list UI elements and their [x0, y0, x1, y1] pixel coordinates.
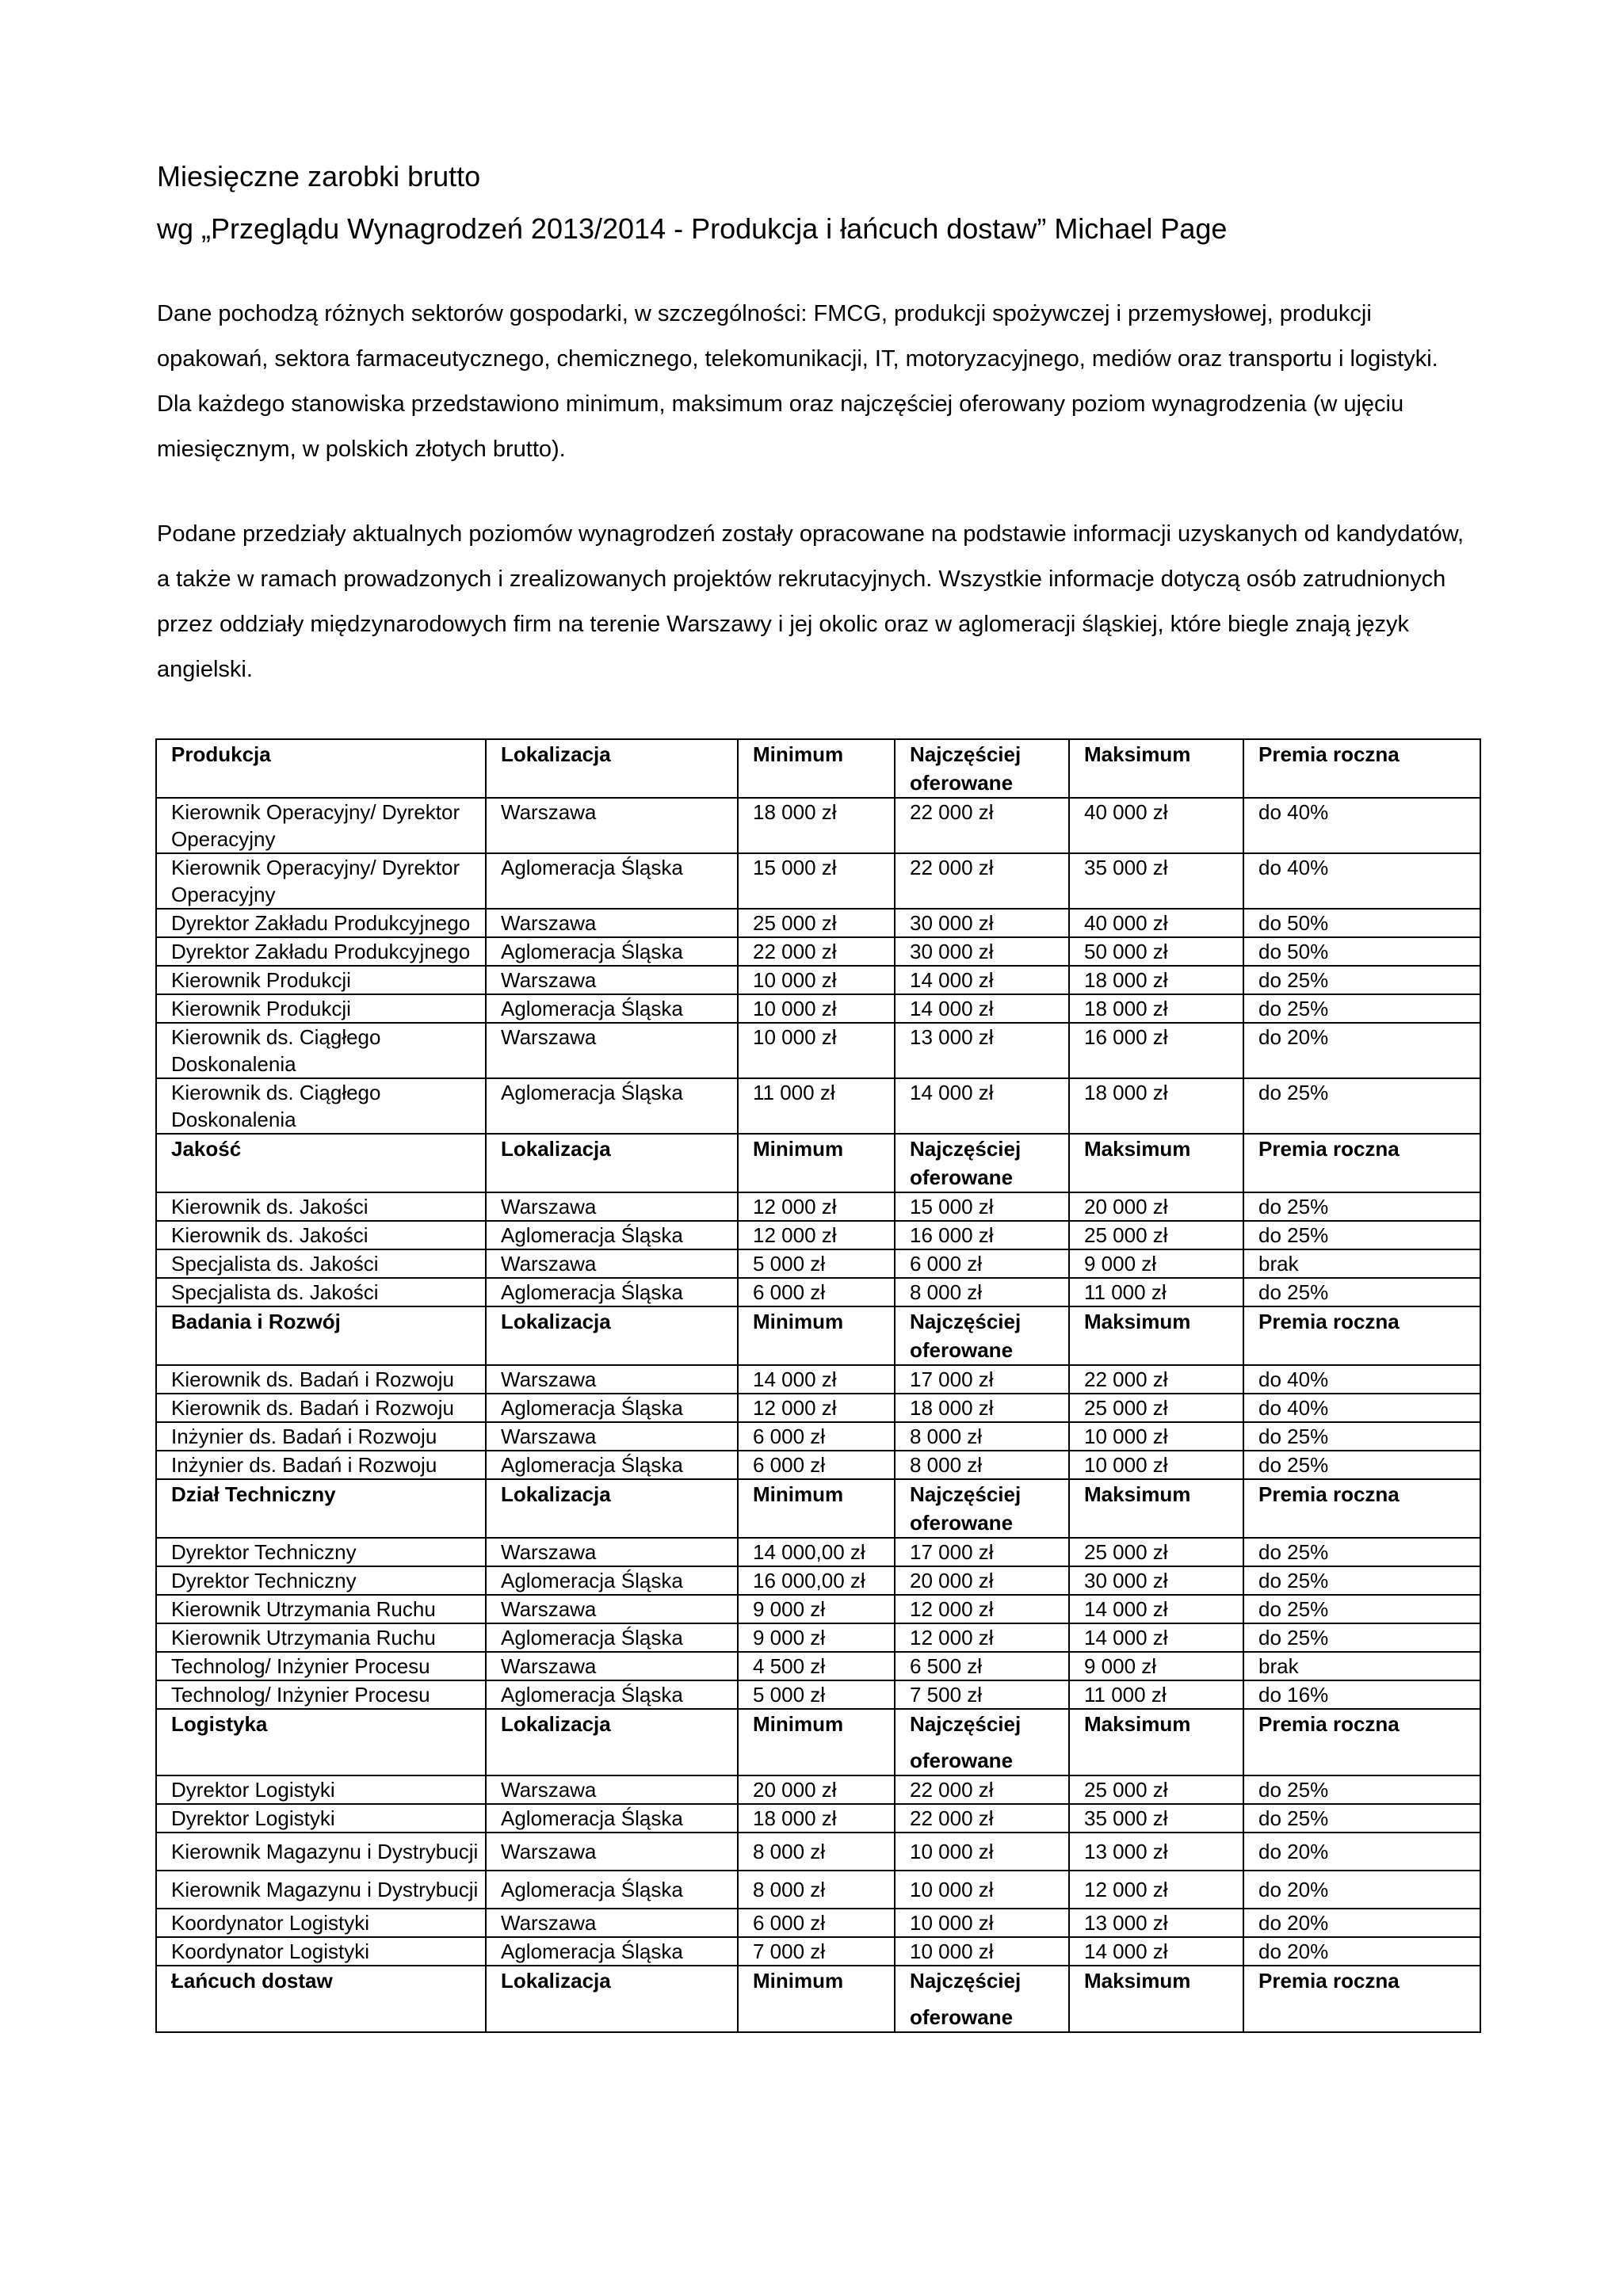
cell-maximum: 9 000 zł: [1069, 1249, 1243, 1278]
cell-position: Kierownik ds. Badań i Rozwoju: [156, 1365, 486, 1394]
cell-location: Warszawa: [486, 1833, 738, 1871]
cell-maximum: 50 000 zł: [1069, 937, 1243, 966]
cell-minimum: 14 000 zł: [738, 1365, 895, 1394]
cell-minimum: 4 500 zł: [738, 1652, 895, 1680]
cell-location: Warszawa: [486, 798, 738, 853]
cell-most-offered: 10 000 zł: [895, 1909, 1069, 1937]
cell-minimum: 5 000 zł: [738, 1680, 895, 1709]
cell-annual-bonus: do 25%: [1243, 1566, 1480, 1595]
cell-annual-bonus: brak: [1243, 1652, 1480, 1680]
cell-most-offered: 17 000 zł: [895, 1538, 1069, 1566]
table-row: [156, 1804, 1480, 1833]
cell-maximum: 11 000 zł: [1069, 1680, 1243, 1709]
header-cell-location: Lokalizacja: [486, 1966, 738, 2032]
intro-paragraph-2: Podane przedziały aktualnych poziomów wynagrodzeń zostały opracowane na podstawie informacji uzyskanych od kandydatów, a także w ramach prowadzonych i zrealizowanych projektów rekrutacyjnych. Wszystkie informacje dotyczą osób zatrudnionych przez oddziały międzynarodowych firm na terenie Warszawy i jej okolic oraz w aglomeracji śląskiej, które biegle znają język angielski.: [157, 521, 1465, 682]
cell-maximum: 9 000 zł: [1069, 1652, 1243, 1680]
cell-minimum: 7 000 zł: [738, 1937, 895, 1966]
cell-annual-bonus: do 40%: [1243, 1365, 1480, 1394]
header-cell-minimum: Minimum: [738, 1709, 895, 1775]
table-row: [156, 994, 1480, 1023]
header-cell-position: Produkcja: [156, 739, 486, 798]
cell-maximum: 11 000 zł: [1069, 1278, 1243, 1306]
cell-minimum: 10 000 zł: [738, 994, 895, 1023]
cell-location: Warszawa: [486, 1249, 738, 1278]
cell-most-offered: 13 000 zł: [895, 1023, 1069, 1078]
header-cell-line: oferowane: [910, 1749, 1014, 1772]
cell-most-offered: 20 000 zł: [895, 1566, 1069, 1595]
cell-annual-bonus: do 20%: [1243, 1833, 1480, 1871]
cell-most-offered: 6 000 zł: [895, 1249, 1069, 1278]
cell-maximum: 25 000 zł: [1069, 1394, 1243, 1422]
header-cell-location: Lokalizacja: [486, 739, 738, 798]
cell-position: Dyrektor Zakładu Produkcyjnego: [156, 909, 486, 937]
cell-maximum: 25 000 zł: [1069, 1221, 1243, 1249]
header-cell-annual-bonus: Premia roczna: [1243, 1306, 1480, 1365]
header-cell-location: Lokalizacja: [486, 1479, 738, 1538]
table-row: [156, 1680, 1480, 1709]
section-header-row: [156, 1709, 1480, 1775]
cell-position: Specjalista ds. Jakości: [156, 1278, 486, 1306]
cell-most-offered: 30 000 zł: [895, 909, 1069, 937]
header-cell-annual-bonus: Premia roczna: [1243, 1709, 1480, 1775]
header-cell-line: Najczęściej: [910, 1310, 1022, 1333]
cell-annual-bonus: do 40%: [1243, 1394, 1480, 1422]
cell-annual-bonus: do 25%: [1243, 1078, 1480, 1134]
cell-maximum: 16 000 zł: [1069, 1023, 1243, 1078]
table-row: [156, 1566, 1480, 1595]
cell-minimum: 6 000 zł: [738, 1451, 895, 1479]
cell-minimum: 14 000,00 zł: [738, 1538, 895, 1566]
cell-annual-bonus: do 40%: [1243, 853, 1480, 909]
cell-minimum: 6 000 zł: [738, 1422, 895, 1451]
cell-annual-bonus: do 16%: [1243, 1680, 1480, 1709]
cell-position: Technolog/ Inżynier Procesu: [156, 1652, 486, 1680]
cell-position: Kierownik ds. Ciągłego Doskonalenia: [156, 1023, 486, 1078]
cell-location: Aglomeracja Śląska: [486, 853, 738, 909]
header-cell-minimum: Minimum: [738, 1966, 895, 2032]
cell-maximum: 12 000 zł: [1069, 1871, 1243, 1909]
cell-most-offered: 10 000 zł: [895, 1833, 1069, 1871]
cell-location: Aglomeracja Śląska: [486, 1680, 738, 1709]
cell-minimum: 12 000 zł: [738, 1221, 895, 1249]
cell-position: Kierownik Produkcji: [156, 966, 486, 994]
header-cell-location: Lokalizacja: [486, 1709, 738, 1775]
cell-minimum: 18 000 zł: [738, 798, 895, 853]
cell-maximum: 40 000 zł: [1069, 909, 1243, 937]
cell-minimum: 6 000 zł: [738, 1278, 895, 1306]
cell-annual-bonus: do 25%: [1243, 1192, 1480, 1221]
cell-annual-bonus: do 20%: [1243, 1937, 1480, 1966]
cell-annual-bonus: do 20%: [1243, 1871, 1480, 1909]
cell-maximum: 40 000 zł: [1069, 798, 1243, 853]
cell-maximum: 14 000 zł: [1069, 1623, 1243, 1652]
table-row: [156, 1394, 1480, 1422]
cell-location: Warszawa: [486, 1538, 738, 1566]
cell-position: Kierownik Magazynu i Dystrybucji: [156, 1871, 486, 1909]
cell-most-offered: 17 000 zł: [895, 1365, 1069, 1394]
header-cell-maximum: Maksimum: [1069, 1134, 1243, 1192]
header-cell-line: Najczęściej: [910, 1969, 1022, 1993]
cell-annual-bonus: do 25%: [1243, 1775, 1480, 1804]
cell-position: Technolog/ Inżynier Procesu: [156, 1680, 486, 1709]
section-header-row: [156, 739, 1480, 798]
document-title-line-1: Miesięczne zarobki brutto: [157, 160, 481, 193]
intro-paragraph-1: Dane pochodzą różnych sektorów gospodarki, w szczególności: FMCG, produkcji spożywczej i przemysłowej, produkcji opakowań, sektora farmaceutycznego, chemicznego, telekomunikacji, IT, motoryzacyjnego, mediów oraz transportu i logistyki. Dla każdego stanowiska przedstawiono minimum, maksimum oraz najczęściej oferowany poziom wynagrodzenia (w ujęciu miesięcznym, w polskich złotych brutto).: [157, 301, 1438, 462]
header-cell-most-offered: [895, 1134, 1069, 1192]
header-cell-maximum: Maksimum: [1069, 1479, 1243, 1538]
cell-most-offered: 7 500 zł: [895, 1680, 1069, 1709]
header-cell-minimum: Minimum: [738, 1479, 895, 1538]
cell-position: Kierownik ds. Ciągłego Doskonalenia: [156, 1078, 486, 1134]
cell-annual-bonus: do 25%: [1243, 1623, 1480, 1652]
header-cell-position: Logistyka: [156, 1709, 486, 1775]
table-row: [156, 1937, 1480, 1966]
table-row: [156, 1422, 1480, 1451]
header-cell-position: Łańcuch dostaw: [156, 1966, 486, 2032]
header-cell-line: Najczęściej: [910, 1137, 1022, 1161]
table-row: [156, 1249, 1480, 1278]
cell-most-offered: 16 000 zł: [895, 1221, 1069, 1249]
cell-annual-bonus: do 25%: [1243, 1595, 1480, 1623]
cell-maximum: 35 000 zł: [1069, 853, 1243, 909]
header-cell-minimum: Minimum: [738, 739, 895, 798]
cell-position: Dyrektor Techniczny: [156, 1538, 486, 1566]
cell-position: Dyrektor Logistyki: [156, 1775, 486, 1804]
cell-location: Aglomeracja Śląska: [486, 994, 738, 1023]
header-cell-annual-bonus: Premia roczna: [1243, 1134, 1480, 1192]
header-cell-most-offered: [895, 739, 1069, 798]
cell-minimum: 9 000 zł: [738, 1595, 895, 1623]
cell-minimum: 22 000 zł: [738, 937, 895, 966]
cell-most-offered: 30 000 zł: [895, 937, 1069, 966]
header-cell-line: Najczęściej: [910, 1712, 1022, 1736]
section-header-row: [156, 1966, 1480, 2032]
cell-minimum: 9 000 zł: [738, 1623, 895, 1652]
cell-location: Aglomeracja Śląska: [486, 1451, 738, 1479]
header-cell-position: Jakość: [156, 1134, 486, 1192]
cell-most-offered: 12 000 zł: [895, 1595, 1069, 1623]
table-row: [156, 1538, 1480, 1566]
cell-position: Kierownik Operacyjny/ Dyrektor Operacyjny: [156, 853, 486, 909]
cell-most-offered: 22 000 zł: [895, 798, 1069, 853]
cell-position: Kierownik Magazynu i Dystrybucji: [156, 1833, 486, 1871]
cell-location: Warszawa: [486, 1595, 738, 1623]
cell-annual-bonus: do 25%: [1243, 1278, 1480, 1306]
cell-location: Aglomeracja Śląska: [486, 1937, 738, 1966]
header-cell-position: Dział Techniczny: [156, 1479, 486, 1538]
table-row: [156, 1595, 1480, 1623]
cell-maximum: 35 000 zł: [1069, 1804, 1243, 1833]
cell-most-offered: 18 000 zł: [895, 1394, 1069, 1422]
header-cell-maximum: Maksimum: [1069, 739, 1243, 798]
cell-most-offered: 15 000 zł: [895, 1192, 1069, 1221]
cell-location: Aglomeracja Śląska: [486, 1394, 738, 1422]
cell-minimum: 8 000 zł: [738, 1871, 895, 1909]
cell-maximum: 30 000 zł: [1069, 1566, 1243, 1595]
cell-most-offered: 22 000 zł: [895, 853, 1069, 909]
cell-minimum: 18 000 zł: [738, 1804, 895, 1833]
cell-minimum: 10 000 zł: [738, 966, 895, 994]
table-row: [156, 1871, 1480, 1909]
cell-position: Dyrektor Logistyki: [156, 1804, 486, 1833]
cell-annual-bonus: do 25%: [1243, 1804, 1480, 1833]
header-cell-line: oferowane: [910, 1511, 1014, 1535]
table-row: [156, 966, 1480, 994]
header-cell-position: Badania i Rozwój: [156, 1306, 486, 1365]
table-row: [156, 937, 1480, 966]
cell-most-offered: 14 000 zł: [895, 1078, 1069, 1134]
cell-most-offered: 14 000 zł: [895, 994, 1069, 1023]
cell-location: Warszawa: [486, 1775, 738, 1804]
cell-maximum: 22 000 zł: [1069, 1365, 1243, 1394]
header-cell-line: oferowane: [910, 2005, 1014, 2029]
cell-maximum: 18 000 zł: [1069, 994, 1243, 1023]
cell-location: Warszawa: [486, 1365, 738, 1394]
section-header-row: [156, 1306, 1480, 1365]
cell-location: Aglomeracja Śląska: [486, 1871, 738, 1909]
cell-maximum: 14 000 zł: [1069, 1937, 1243, 1966]
cell-position: Kierownik Utrzymania Ruchu: [156, 1595, 486, 1623]
header-cell-most-offered: [895, 1306, 1069, 1365]
cell-annual-bonus: do 25%: [1243, 1451, 1480, 1479]
cell-maximum: 14 000 zł: [1069, 1595, 1243, 1623]
cell-minimum: 16 000,00 zł: [738, 1566, 895, 1595]
section-header-row: [156, 1479, 1480, 1538]
cell-maximum: 13 000 zł: [1069, 1833, 1243, 1871]
cell-annual-bonus: do 20%: [1243, 1023, 1480, 1078]
table-row: [156, 1909, 1480, 1937]
cell-maximum: 13 000 zł: [1069, 1909, 1243, 1937]
cell-position: Inżynier ds. Badań i Rozwoju: [156, 1451, 486, 1479]
cell-position: Kierownik ds. Jakości: [156, 1192, 486, 1221]
cell-maximum: 10 000 zł: [1069, 1422, 1243, 1451]
header-cell-line: oferowane: [910, 1165, 1014, 1189]
cell-minimum: 8 000 zł: [738, 1833, 895, 1871]
cell-annual-bonus: do 40%: [1243, 798, 1480, 853]
header-cell-location: Lokalizacja: [486, 1306, 738, 1365]
header-cell-line: oferowane: [910, 771, 1014, 795]
header-cell-annual-bonus: Premia roczna: [1243, 1966, 1480, 2032]
cell-position: Kierownik Operacyjny/ Dyrektor Operacyjny: [156, 798, 486, 853]
table-row: [156, 909, 1480, 937]
cell-most-offered: 10 000 zł: [895, 1871, 1069, 1909]
cell-position: Inżynier ds. Badań i Rozwoju: [156, 1422, 486, 1451]
header-cell-line: Najczęściej: [910, 742, 1022, 766]
cell-position: Kierownik ds. Jakości: [156, 1221, 486, 1249]
header-cell-maximum: Maksimum: [1069, 1966, 1243, 2032]
cell-location: Warszawa: [486, 1422, 738, 1451]
header-cell-most-offered: [895, 1709, 1069, 1775]
table-row: [156, 1023, 1480, 1078]
header-cell-location: Lokalizacja: [486, 1134, 738, 1192]
cell-minimum: 11 000 zł: [738, 1078, 895, 1134]
intro-text: [157, 292, 1479, 692]
cell-maximum: 20 000 zł: [1069, 1192, 1243, 1221]
cell-location: Aglomeracja Śląska: [486, 1804, 738, 1833]
cell-annual-bonus: do 25%: [1243, 1538, 1480, 1566]
document-page: [157, 151, 1479, 692]
cell-most-offered: 10 000 zł: [895, 1937, 1069, 1966]
document-title-line-2: wg „Przeglądu Wynagrodzeń 2013/2014 - Produkcja i łańcuch dostaw” Michael Page: [157, 212, 1228, 245]
cell-location: Aglomeracja Śląska: [486, 1566, 738, 1595]
cell-maximum: 18 000 zł: [1069, 1078, 1243, 1134]
cell-minimum: 20 000 zł: [738, 1775, 895, 1804]
cell-annual-bonus: do 25%: [1243, 1221, 1480, 1249]
table-row: [156, 1775, 1480, 1804]
header-cell-most-offered: [895, 1479, 1069, 1538]
cell-position: Dyrektor Zakładu Produkcyjnego: [156, 937, 486, 966]
cell-most-offered: 8 000 zł: [895, 1422, 1069, 1451]
cell-annual-bonus: do 25%: [1243, 966, 1480, 994]
cell-most-offered: 8 000 zł: [895, 1451, 1069, 1479]
cell-most-offered: 22 000 zł: [895, 1804, 1069, 1833]
cell-maximum: 25 000 zł: [1069, 1775, 1243, 1804]
cell-location: Warszawa: [486, 1909, 738, 1937]
header-cell-minimum: Minimum: [738, 1134, 895, 1192]
cell-minimum: 12 000 zł: [738, 1192, 895, 1221]
header-cell-minimum: Minimum: [738, 1306, 895, 1365]
table-row: [156, 1078, 1480, 1134]
cell-minimum: 25 000 zł: [738, 909, 895, 937]
cell-annual-bonus: do 50%: [1243, 937, 1480, 966]
header-cell-maximum: Maksimum: [1069, 1306, 1243, 1365]
cell-position: Kierownik ds. Badań i Rozwoju: [156, 1394, 486, 1422]
table-row: [156, 1623, 1480, 1652]
table-row: [156, 1451, 1480, 1479]
table-row: [156, 1278, 1480, 1306]
cell-location: Warszawa: [486, 966, 738, 994]
header-cell-line: Najczęściej: [910, 1482, 1022, 1506]
cell-maximum: 25 000 zł: [1069, 1538, 1243, 1566]
cell-most-offered: 8 000 zł: [895, 1278, 1069, 1306]
cell-annual-bonus: do 20%: [1243, 1909, 1480, 1937]
cell-most-offered: 12 000 zł: [895, 1623, 1069, 1652]
cell-location: Warszawa: [486, 1652, 738, 1680]
header-cell-annual-bonus: Premia roczna: [1243, 1479, 1480, 1538]
cell-location: Warszawa: [486, 1023, 738, 1078]
cell-annual-bonus: do 25%: [1243, 1422, 1480, 1451]
table-row: [156, 1652, 1480, 1680]
cell-location: Aglomeracja Śląska: [486, 1623, 738, 1652]
table-row: [156, 1833, 1480, 1871]
cell-location: Aglomeracja Śląska: [486, 937, 738, 966]
cell-location: Warszawa: [486, 1192, 738, 1221]
cell-minimum: 15 000 zł: [738, 853, 895, 909]
cell-position: Dyrektor Techniczny: [156, 1566, 486, 1595]
cell-annual-bonus: do 50%: [1243, 909, 1480, 937]
cell-location: Aglomeracja Śląska: [486, 1078, 738, 1134]
table-row: [156, 1365, 1480, 1394]
cell-minimum: 5 000 zł: [738, 1249, 895, 1278]
cell-most-offered: 22 000 zł: [895, 1775, 1069, 1804]
salary-table: [155, 738, 1481, 2033]
header-cell-line: oferowane: [910, 1338, 1014, 1362]
cell-minimum: 12 000 zł: [738, 1394, 895, 1422]
cell-minimum: 10 000 zł: [738, 1023, 895, 1078]
cell-annual-bonus: do 25%: [1243, 994, 1480, 1023]
cell-annual-bonus: brak: [1243, 1249, 1480, 1278]
cell-position: Koordynator Logistyki: [156, 1909, 486, 1937]
table-row: [156, 798, 1480, 853]
header-cell-most-offered: [895, 1966, 1069, 2032]
cell-maximum: 10 000 zł: [1069, 1451, 1243, 1479]
cell-minimum: 6 000 zł: [738, 1909, 895, 1937]
table-row: [156, 1192, 1480, 1221]
cell-position: Kierownik Produkcji: [156, 994, 486, 1023]
cell-location: Warszawa: [486, 909, 738, 937]
header-cell-annual-bonus: Premia roczna: [1243, 739, 1480, 798]
cell-position: Koordynator Logistyki: [156, 1937, 486, 1966]
table-row: [156, 853, 1480, 909]
cell-location: Aglomeracja Śląska: [486, 1278, 738, 1306]
cell-most-offered: 6 500 zł: [895, 1652, 1069, 1680]
cell-position: Kierownik Utrzymania Ruchu: [156, 1623, 486, 1652]
section-header-row: [156, 1134, 1480, 1192]
header-cell-maximum: Maksimum: [1069, 1709, 1243, 1775]
salary-table-body: [156, 739, 1480, 2032]
cell-maximum: 18 000 zł: [1069, 966, 1243, 994]
cell-location: Aglomeracja Śląska: [486, 1221, 738, 1249]
table-row: [156, 1221, 1480, 1249]
cell-position: Specjalista ds. Jakości: [156, 1249, 486, 1278]
cell-most-offered: 14 000 zł: [895, 966, 1069, 994]
